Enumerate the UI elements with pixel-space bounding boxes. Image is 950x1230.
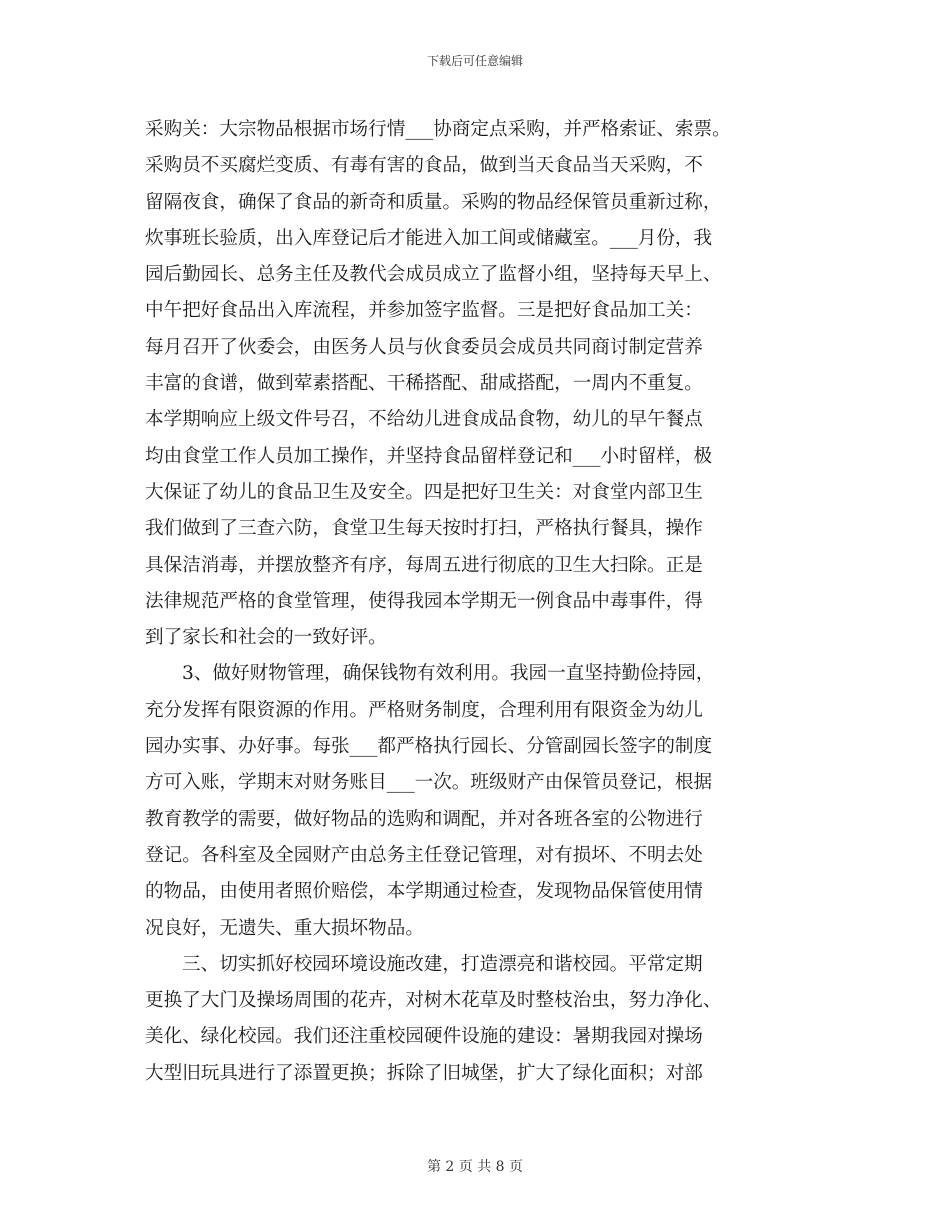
text-line: 炊事班长验质，出入库登记后才能进入加工间或储藏室。___月份，我 xyxy=(145,227,713,249)
page-footer: 第 2 页 共 8 页 xyxy=(426,1159,524,1175)
text-line: 中午把好食品出入库流程，并参加签字监督。三是把好食品加工关： xyxy=(145,300,703,322)
text-line: 园后勤园长、总务主任及教代会成员成立了监督小组，坚持每天早上、 xyxy=(145,264,722,286)
text-line: 每月召开了伙委会，由医务人员与伙食委员会成员共同商讨制定营养 xyxy=(145,336,703,358)
text-line: 方可入账，学期末对财务账目___一次。班级财产由保管员登记，根据 xyxy=(145,772,713,794)
text-line: 大保证了幼儿的食品卫生及安全。四是把好卫生关：对食堂内部卫生 xyxy=(145,481,703,503)
text-line: 法律规范严格的食堂管理，使得我园本学期无一例食品中毒事件，得 xyxy=(145,590,703,612)
text-line: 更换了大门及操场周围的花卉，对树木花草及时整枝治虫，努力净化、 xyxy=(145,990,722,1012)
text-line: 具保洁消毒，并摆放整齐有序，每周五进行彻底的卫生大扫除。正是 xyxy=(145,554,703,576)
text-line: 园办实事、办好事。每张___都严格执行园长、分管副园长签字的制度 xyxy=(145,736,713,758)
text-line: 我们做到了三查六防，食堂卫生每天按时打扫，严格执行餐具，操作 xyxy=(145,518,703,540)
document-body xyxy=(145,112,805,1092)
text-line: 3、做好财物管理，确保钱物有效利用。我园一直坚持勤俭持园， xyxy=(182,663,715,685)
page-header: 下载后可任意编辑 xyxy=(426,54,523,68)
text-line: 留隔夜食，确保了食品的新奇和质量。采购的物品经保管员重新过称， xyxy=(145,191,722,213)
text-line: 采购关：大宗物品根据市场行情___协商定点采购，并严格索证、索票。 xyxy=(145,119,731,140)
text-line: 到了家长和社会的一致好评。 xyxy=(145,627,387,649)
text-line: 美化、绿化校园。我们还注重校园硬件设施的建设：暑期我园对操场 xyxy=(145,1026,703,1048)
text-line: 登记。各科室及全园财产由总务主任登记管理，对有损坏、不明去处 xyxy=(145,844,703,866)
text-line: 况良好，无遗失、重大损坏物品。 xyxy=(145,917,424,939)
text-line: 充分发挥有限资源的作用。严格财务制度，合理利用有限资金为幼儿 xyxy=(145,699,703,721)
text-line: 的物品，由使用者照价赔偿，本学期通过检查，发现物品保管使用情 xyxy=(145,881,703,903)
text-line: 丰富的食谱，做到荤素搭配、干稀搭配、甜咸搭配，一周内不重复。 xyxy=(145,373,703,395)
text-line: 大型旧玩具进行了添置更换；拆除了旧城堡，扩大了绿化面积；对部 xyxy=(145,1062,703,1084)
text-line: 三、切实抓好校园环境设施改建，打造漂亮和谐校园。平常定期 xyxy=(182,953,703,975)
text-line: 本学期响应上级文件号召，不给幼儿进食成品食物，幼儿的早午餐点 xyxy=(145,409,703,431)
text-line: 均由食堂工作人员加工操作，并坚持食品留样登记和___小时留样，极 xyxy=(145,445,713,467)
text-line: 采购员不买腐烂变质、有毒有害的食品，做到当天食品当天采购，不 xyxy=(145,155,703,177)
text-line: 教育教学的需要，做好物品的选购和调配，并对各班各室的公物进行 xyxy=(145,808,703,830)
